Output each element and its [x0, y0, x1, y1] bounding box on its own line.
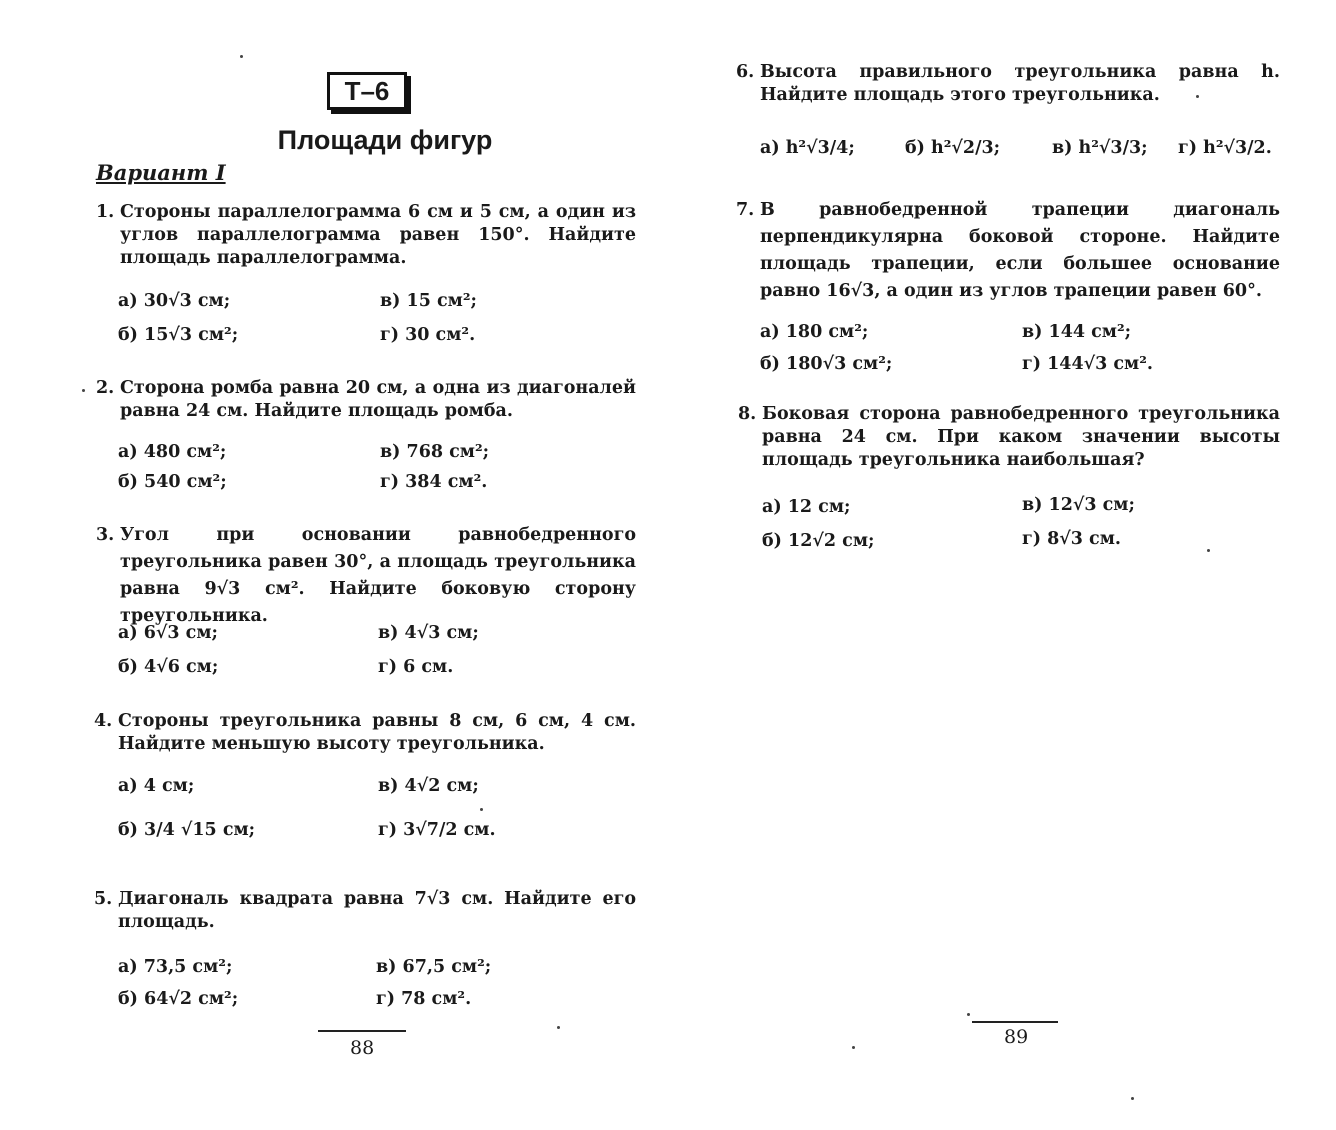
answer-option: а) 4 см;: [118, 776, 195, 796]
page-number-right: 89: [1004, 1026, 1029, 1048]
scan-speck: [852, 1046, 855, 1049]
page-number-left: 88: [350, 1037, 375, 1059]
question-number: 3.: [96, 525, 115, 545]
question-text: Стороны параллелограмма 6 см и 5 см, а один из углов параллелограмма равен 150°. Найдите площадь параллелограмма.: [120, 202, 636, 268]
scan-speck: [82, 389, 85, 392]
answer-option: а) 480 см²;: [118, 442, 227, 462]
answer-option: б) 3/4 √15 см;: [118, 820, 256, 840]
question-1: [96, 201, 636, 270]
question-text: Стороны треугольника равны 8 см, 6 см, 4 см. Найдите меньшую высоту треугольника.: [118, 711, 636, 754]
question-5: [94, 888, 636, 934]
answer-option: г) 78 см².: [376, 989, 472, 1009]
answer-option: в) 4√2 см;: [378, 776, 479, 796]
answer-option: г) 144√3 см².: [1022, 354, 1154, 374]
answer-option: в) 67,5 см²;: [376, 957, 492, 977]
answer-option: б) 64√2 см²;: [118, 989, 239, 1009]
answer-option: б) 4√6 см;: [118, 657, 219, 677]
page-title: Площади фигур: [277, 125, 493, 155]
question-text: Высота правильного треугольника равна h. Найдите площадь этого треугольника.: [760, 62, 1280, 105]
answer-option: б) 12√2 см;: [762, 531, 875, 551]
answer-option: г) 3√7/2 см.: [378, 820, 496, 840]
scan-speck: [480, 808, 483, 811]
answer-option: в) h²√3/3;: [1052, 138, 1148, 158]
question-number: 8.: [738, 404, 757, 424]
question-number: 5.: [94, 889, 113, 909]
answer-option: б) h²√2/3;: [905, 138, 1001, 158]
question-text: Сторона ромба равна 20 см, а одна из диагоналей равна 24 см. Найдите площадь ромба.: [120, 378, 636, 421]
answer-option: б) 540 см²;: [118, 472, 227, 492]
question-text: В равнобедренной трапеции диагональ перпендикулярна боковой стороне. Найдите площадь трапеции, если большее основание равно 16√3, а один из углов трапеции равен 60°.: [760, 200, 1280, 301]
scan-speck: [967, 1013, 970, 1016]
answer-option: а) h²√3/4;: [760, 138, 855, 158]
question-number: 6.: [736, 62, 755, 82]
scan-speck: [1131, 1097, 1134, 1100]
answer-option: а) 30√3 см;: [118, 291, 231, 311]
question-6: [736, 61, 1280, 107]
test-badge: Т–6: [327, 72, 407, 110]
answer-option: а) 73,5 см²;: [118, 957, 233, 977]
question-text: Боковая сторона равнобедренного треугольника равна 24 см. При каком значении высоты площадь треугольника наибольшая?: [762, 404, 1280, 470]
answer-option: а) 6√3 см;: [118, 623, 218, 643]
answer-option: б) 15√3 см²;: [118, 325, 239, 345]
answer-option: г) 6 см.: [378, 657, 454, 677]
answer-option: в) 15 см²;: [380, 291, 477, 311]
question-4: [94, 710, 636, 756]
scan-speck: [240, 55, 243, 58]
answer-option: г) 30 см².: [380, 325, 476, 345]
variant-heading: Вариант I: [96, 160, 226, 185]
question-7: [736, 197, 1280, 305]
footer-rule: [318, 1030, 406, 1032]
footer-rule: [972, 1021, 1058, 1023]
question-2: [96, 377, 636, 423]
scan-speck: [1207, 549, 1210, 552]
question-number: 4.: [94, 711, 113, 731]
answer-option: в) 144 см²;: [1022, 322, 1132, 342]
question-text: Угол при основании равнобедренного треугольника равен 30°, а площадь треугольника равна 9√3 см². Найдите боковую сторону треугольника.: [120, 525, 636, 626]
answer-option: г) 384 см².: [380, 472, 488, 492]
answer-option: г) 8√3 см.: [1022, 529, 1121, 549]
question-3: [96, 522, 636, 630]
question-number: 1.: [96, 202, 115, 222]
question-number: 7.: [736, 200, 755, 220]
question-text: Диагональ квадрата равна 7√3 см. Найдите его площадь.: [118, 889, 636, 932]
scan-speck: [1196, 95, 1199, 98]
question-number: 2.: [96, 378, 115, 398]
question-8: [738, 403, 1280, 472]
answer-option: б) 180√3 см²;: [760, 354, 893, 374]
answer-option: г) h²√3/2.: [1178, 138, 1272, 158]
answer-option: а) 180 см²;: [760, 322, 869, 342]
scan-speck: [557, 1026, 560, 1029]
answer-option: а) 12 см;: [762, 497, 851, 517]
answer-option: в) 12√3 см;: [1022, 495, 1135, 515]
answer-option: в) 768 см²;: [380, 442, 490, 462]
answer-option: в) 4√3 см;: [378, 623, 479, 643]
